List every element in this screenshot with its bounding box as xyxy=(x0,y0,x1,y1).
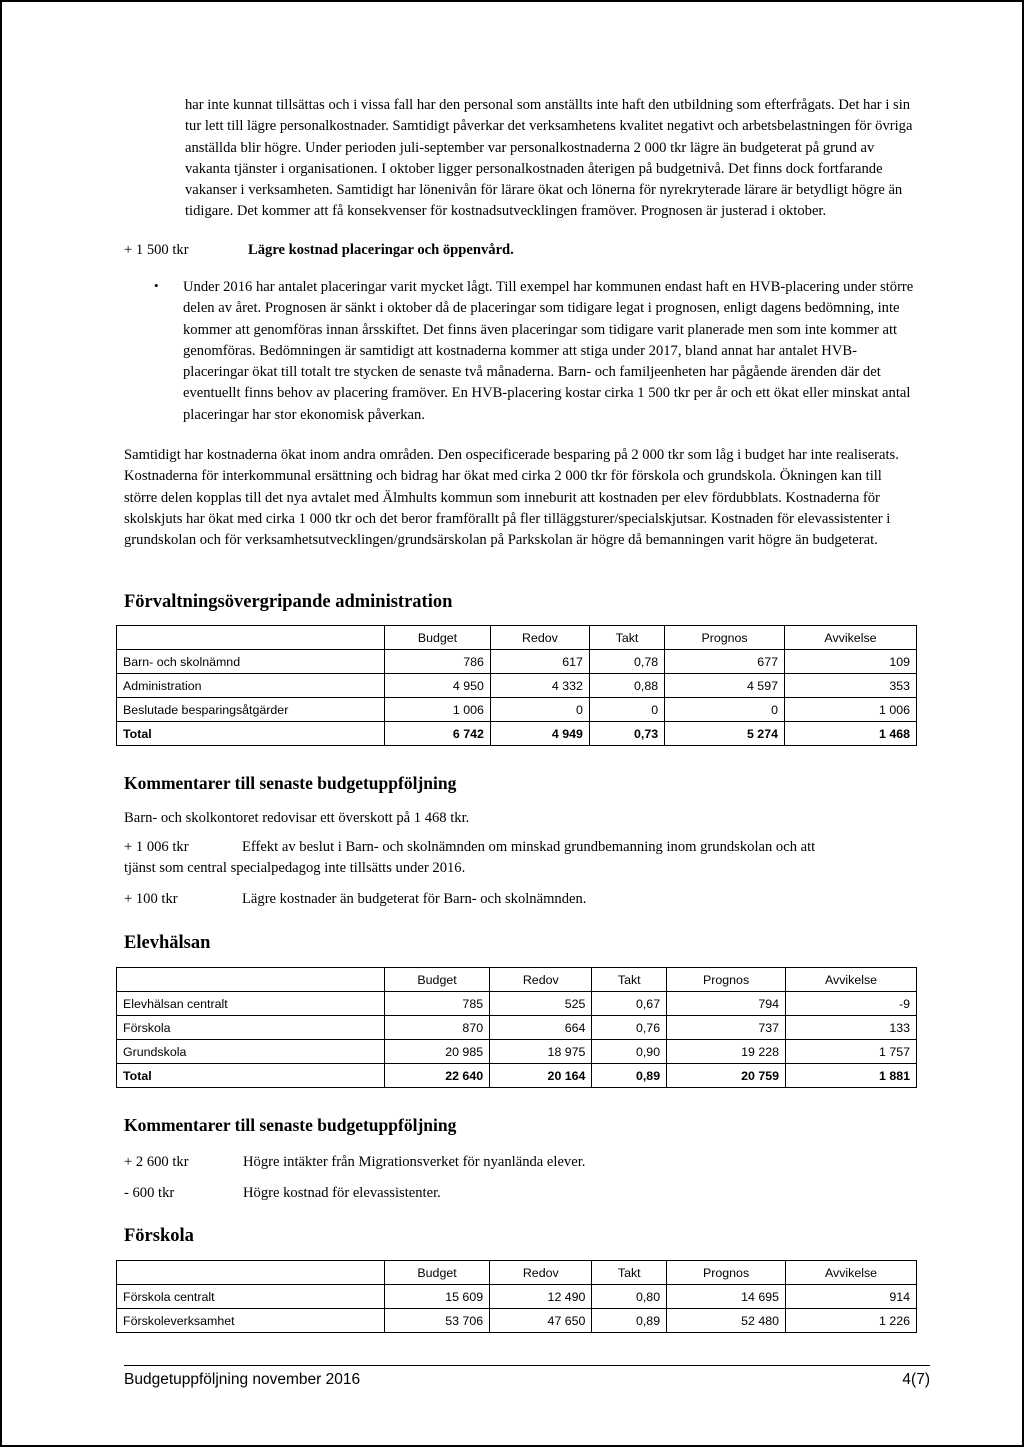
budget-cell: 1 006 xyxy=(385,698,491,722)
admin-budget-table xyxy=(116,625,917,746)
prognos-cell: 794 xyxy=(667,992,786,1016)
prognos-cell: 5 274 xyxy=(665,722,785,746)
takt-cell: 0,89 xyxy=(592,1309,667,1333)
avvikelse-cell: 353 xyxy=(784,674,916,698)
total-label: Total xyxy=(117,1064,385,1088)
comment-title-admin: Kommentarer till senaste budgetuppföljning xyxy=(124,773,457,793)
prognos-cell: 737 xyxy=(667,1016,786,1040)
redov-cell: 12 490 xyxy=(490,1285,592,1309)
budget-cell: 785 xyxy=(385,992,490,1016)
placement-bullet-text: Under 2016 har antalet placeringar varit mycket lågt. Till exempel har kommunen endast haft en HVB-placering under större delen av året. Prognosen är sänkt i oktober då de placeringar som tidigare legat i prognosen, enligt dagens bedömning, inte kommer att genomföras innan årsskiftet. Det finns även placeringar som tidigare varit planerade men som inte kommer att genomföras. Bedömningen är samtidigt att kostnaderna kommer att stiga under 2017, bland annat har antalet HVB-placeringar ökat till totalt tre stycken de senaste två månaderna. Barn- och familjeenheten har pågående ärenden där det eventuellt finns behov av placering framöver. En HVB-placering kostar cirka 1 500 tkr per år och ett ökat eller minskat antal placeringar har stor ekonomisk påverkan. xyxy=(183,279,914,423)
intro-paragraph: har inte kunnat tillsättas och i vissa fall har den personal som anställts inte haft den utbildning som efterfrågats. Det har i sin tur lett till lägre personalkostnader. Samtidigt påverkar det verksamhetens kvalitet negativt och arbetsbelastningen för övriga anställda blir högre. Under perioden juli-september var personalkostnaderna 2 000 tkr lägre än budgeterat på grund av vakanta tjänster i organisationen. I oktober ligger personalkostnaden återigen på budgetnivå. Det finns dock fortfarande vakanser i verksamheten. Samtidigt har lönenivån för lärare ökat och lönerna för nyrekryterade lärare är betydligt högre än tidigare. Det kommer att få konsekvenser för kostnadsutvecklingen framöver. Prognosen är justerad i oktober. xyxy=(185,97,913,220)
redov-cell: 664 xyxy=(490,1016,592,1040)
placement-amount: + 1 500 tkr xyxy=(124,242,189,258)
avvikelse-cell: 1 006 xyxy=(784,698,916,722)
prognos-cell: 19 228 xyxy=(667,1040,786,1064)
avvikelse-cell: 1 757 xyxy=(786,1040,917,1064)
table-header-row xyxy=(117,626,917,650)
section-title-admin: Förvaltningsövergripande administration xyxy=(124,592,453,612)
prognos-cell: 677 xyxy=(665,650,785,674)
budget-cell: 22 640 xyxy=(385,1064,490,1088)
comment-text: Högre intäkter från Migrationsverket för nyanlända elever. xyxy=(243,1154,586,1170)
prognos-cell: 52 480 xyxy=(667,1309,786,1333)
row-label: Elevhälsan centralt xyxy=(117,992,385,1016)
comment-amount: + 2 600 tkr xyxy=(124,1154,189,1170)
header-cell: Budget xyxy=(385,968,490,992)
redov-cell: 18 975 xyxy=(490,1040,592,1064)
avvikelse-cell: -9 xyxy=(786,992,917,1016)
comment-amount: + 100 tkr xyxy=(124,891,178,907)
prognos-cell: 0 xyxy=(665,698,785,722)
total-label: Total xyxy=(117,722,385,746)
budget-cell: 15 609 xyxy=(385,1285,490,1309)
header-cell: Budget xyxy=(385,1261,490,1285)
row-label: Administration xyxy=(117,674,385,698)
section-title-elevhalsan: Elevhälsan xyxy=(124,933,211,953)
redov-cell: 47 650 xyxy=(490,1309,592,1333)
table-row xyxy=(117,650,917,674)
elevhalsan-budget-table xyxy=(116,967,917,1088)
comment-text: Högre kostnad för elevassistenter. xyxy=(243,1185,441,1201)
comment-intro-admin: Barn- och skolkontoret redovisar ett överskott på 1 468 tkr. xyxy=(124,810,470,826)
budget-cell: 6 742 xyxy=(385,722,491,746)
takt-cell: 0,80 xyxy=(592,1285,667,1309)
takt-cell: 0,89 xyxy=(592,1064,667,1088)
bullet-icon: • xyxy=(154,278,159,293)
budget-cell: 870 xyxy=(385,1016,490,1040)
redov-cell: 525 xyxy=(490,992,592,1016)
row-label: Förskola centralt xyxy=(117,1285,385,1309)
header-cell xyxy=(117,626,385,650)
comment-text-continued: tjänst som central specialpedagog inte tillsätts under 2016. xyxy=(124,860,466,876)
header-cell: Takt xyxy=(592,968,667,992)
redov-cell: 20 164 xyxy=(490,1064,592,1088)
table-row xyxy=(117,698,917,722)
placement-label: Lägre kostnad placeringar och öppenvård. xyxy=(248,242,514,258)
header-cell: Redov xyxy=(490,626,589,650)
takt-cell: 0,90 xyxy=(592,1040,667,1064)
table-row xyxy=(117,1309,917,1333)
avvikelse-cell: 1 468 xyxy=(784,722,916,746)
prognos-cell: 14 695 xyxy=(667,1285,786,1309)
header-cell: Prognos xyxy=(667,968,786,992)
takt-cell: 0,73 xyxy=(589,722,664,746)
table-header-row xyxy=(117,968,917,992)
header-cell: Budget xyxy=(385,626,491,650)
row-label: Barn- och skolnämnd xyxy=(117,650,385,674)
footer-title: Budgetuppföljning november 2016 xyxy=(124,1371,361,1388)
budget-cell: 4 950 xyxy=(385,674,491,698)
header-cell: Prognos xyxy=(665,626,785,650)
takt-cell: 0,67 xyxy=(592,992,667,1016)
prognos-cell: 20 759 xyxy=(667,1064,786,1088)
header-cell: Avvikelse xyxy=(784,626,916,650)
row-label: Förskola xyxy=(117,1016,385,1040)
table-total-row xyxy=(117,1064,917,1088)
budget-cell: 20 985 xyxy=(385,1040,490,1064)
redov-cell: 4 949 xyxy=(490,722,589,746)
header-cell: Avvikelse xyxy=(786,968,917,992)
header-cell: Takt xyxy=(592,1261,667,1285)
header-cell xyxy=(117,968,385,992)
comment-title-elevhalsan: Kommentarer till senaste budgetuppföljning xyxy=(124,1115,457,1135)
section-title-forskola: Förskola xyxy=(124,1226,194,1246)
takt-cell: 0,88 xyxy=(589,674,664,698)
avvikelse-cell: 1 226 xyxy=(786,1309,917,1333)
forskola-budget-table xyxy=(116,1260,917,1333)
table-header-row xyxy=(117,1261,917,1285)
redov-cell: 0 xyxy=(490,698,589,722)
budget-cell: 786 xyxy=(385,650,491,674)
row-label: Förskoleverksamhet xyxy=(117,1309,385,1333)
avvikelse-cell: 109 xyxy=(784,650,916,674)
comment-amount: - 600 tkr xyxy=(124,1185,175,1201)
takt-cell: 0,76 xyxy=(592,1016,667,1040)
avvikelse-cell: 1 881 xyxy=(786,1064,917,1088)
header-cell: Avvikelse xyxy=(786,1261,917,1285)
table-total-row xyxy=(117,722,917,746)
header-cell xyxy=(117,1261,385,1285)
redov-cell: 617 xyxy=(490,650,589,674)
comment-text: Lägre kostnader än budgeterat för Barn- och skolnämnden. xyxy=(242,891,587,907)
comment-text: Effekt av beslut i Barn- och skolnämnden om minskad grundbemanning inom grundskolan och att xyxy=(242,839,816,855)
takt-cell: 0 xyxy=(589,698,664,722)
header-cell: Redov xyxy=(490,1261,592,1285)
redov-cell: 4 332 xyxy=(490,674,589,698)
table-row xyxy=(117,1040,917,1064)
avvikelse-cell: 914 xyxy=(786,1285,917,1309)
table-row xyxy=(117,1285,917,1309)
page-number: 4(7) xyxy=(902,1371,930,1388)
comment-amount: + 1 006 tkr xyxy=(124,839,189,855)
takt-cell: 0,78 xyxy=(589,650,664,674)
avvikelse-cell: 133 xyxy=(786,1016,917,1040)
header-cell: Takt xyxy=(589,626,664,650)
row-label: Grundskola xyxy=(117,1040,385,1064)
table-row xyxy=(117,674,917,698)
row-label: Beslutade besparingsåtgärder xyxy=(117,698,385,722)
header-cell: Redov xyxy=(490,968,592,992)
prognos-cell: 4 597 xyxy=(665,674,785,698)
budget-cell: 53 706 xyxy=(385,1309,490,1333)
header-cell: Prognos xyxy=(667,1261,786,1285)
footer-divider xyxy=(124,1365,930,1366)
costs-paragraph: Samtidigt har kostnaderna ökat inom andra områden. Den ospecificerade besparing på 2 000 tkr som låg i budget har inte realiserats. Kostnaderna för interkommunal ersättning och bidrag har ökat med cirka 2 000 tkr för förskola och grundskola. Ökningen kan till större delen kopplas till det nya avtalet med Älmhults kommun som inneburit att kostnaden per elev fördubblats. Kostnaderna för skolskjuts har ökat med cirka 1 000 tkr och det beror framförallt på fler tilläggsturer/specialskjutsar. Kostnaden för elevassistenter i grundskolan och för verksamhetsutvecklingen/grundsärskolan på Parkskolan är högre då bemanningen varit högre än budgeterat. xyxy=(124,447,899,549)
table-row xyxy=(117,992,917,1016)
table-row xyxy=(117,1016,917,1040)
